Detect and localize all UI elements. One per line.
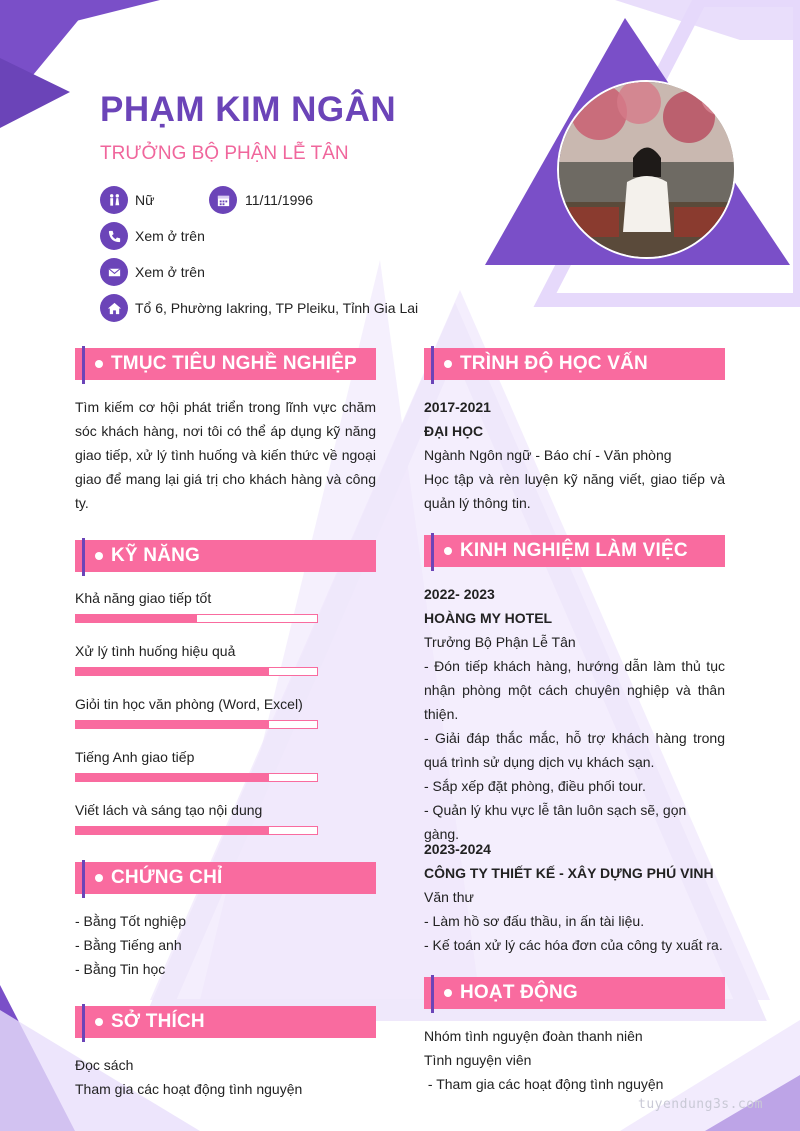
skill-bar-fill: [76, 615, 197, 622]
contact-address: [100, 294, 418, 322]
experience-job: [424, 582, 725, 846]
contact-birthday: [209, 186, 313, 214]
job-period: 2023-2024: [424, 841, 491, 857]
skill-bar: [75, 614, 318, 623]
list-item: Đọc sách: [75, 1057, 134, 1073]
job-duty: - Kế toán xử lý các hóa đơn của công ty xuất ra.: [424, 937, 723, 953]
section-objective-header: [75, 348, 376, 380]
watermark: tuyendung3s.com: [638, 1097, 763, 1112]
home-icon: [100, 294, 128, 322]
list-item: - Tham gia các hoạt động tình nguyện: [424, 1076, 664, 1092]
skill-bar-fill: [76, 668, 269, 675]
section-objective-title: TMỤC TIÊU NGHỀ NGHIỆP: [111, 353, 357, 374]
mail-icon: [100, 258, 128, 286]
email-value: Xem ở trên: [135, 264, 205, 280]
skill-bar-fill: [76, 774, 269, 781]
phone-value: Xem ở trên: [135, 228, 205, 244]
job-role: Văn thư: [424, 889, 474, 905]
education-period: 2017-2021: [424, 399, 491, 415]
job-duty: - Quản lý khu vực lễ tân luôn sạch sẽ, gọn gàng.: [424, 802, 687, 842]
skill-bar: [75, 826, 318, 835]
job-duty: - Giải đáp thắc mắc, hỗ trợ khách hàng trong quá trình sử dụng dịch vụ khách sạn.: [424, 730, 725, 770]
section-certificates-title: CHỨNG CHỈ: [111, 867, 223, 888]
skill-bar-fill: [76, 721, 269, 728]
birthday-value: 11/11/1996: [245, 192, 313, 208]
education-block: [424, 395, 725, 515]
section-skills-header: [75, 540, 376, 572]
skill-item: [75, 696, 318, 729]
job-company: HOÀNG MY HOTEL: [424, 610, 553, 626]
skill-item: [75, 643, 318, 676]
skill-bar-fill: [76, 827, 269, 834]
skill-item: [75, 749, 318, 782]
job-period: 2022- 2023: [424, 586, 495, 602]
education-description: Học tập và rèn luyện kỹ năng viết, giao tiếp và quản lý thông tin.: [424, 471, 725, 511]
certificates-list: [75, 909, 376, 981]
job-role: Trưởng Bộ Phận Lễ Tân: [424, 634, 576, 650]
section-activities-title: HOẠT ĐỘNG: [460, 982, 578, 1003]
list-item: Tham gia các hoạt động tình nguyện: [75, 1081, 303, 1097]
job-duty: - Làm hồ sơ đấu thầu, in ấn tài liệu.: [424, 913, 645, 929]
address-value: Tổ 6, Phường Iakring, TP Pleiku, Tỉnh Gia Lai: [135, 300, 419, 316]
skill-bar: [75, 720, 318, 729]
activities-list: [424, 1024, 725, 1096]
section-skills-title: KỸ NĂNG: [111, 545, 201, 566]
contact-gender: [100, 186, 154, 214]
skill-bar: [75, 773, 318, 782]
gender-value: Nữ: [135, 192, 155, 208]
list-item: Nhóm tình nguyện đoàn thanh niên: [424, 1028, 643, 1044]
phone-icon: [100, 222, 128, 250]
job-duty: - Sắp xếp đặt phòng, điều phối tour.: [424, 778, 646, 794]
skill-name: Xử lý tình huống hiệu quả: [75, 643, 236, 659]
section-experience-title: KINH NGHIỆM LÀM VIỆC: [460, 540, 688, 561]
education-level: ĐẠI HỌC: [424, 423, 484, 439]
skill-name: Giỏi tin học văn phòng (Word, Excel): [75, 696, 303, 712]
skill-name: Viết lách và sáng tạo nội dung: [75, 802, 263, 818]
job-company: CÔNG TY THIẾT KẾ - XÂY DỰNG PHÚ VINH: [424, 865, 714, 881]
contact-phone: [100, 222, 205, 250]
list-item: Tình nguyện viên: [424, 1052, 532, 1068]
candidate-name: PHẠM KIM NGÂN: [100, 90, 397, 129]
skill-bar: [75, 667, 318, 676]
objective-text: Tìm kiếm cơ hội phát triển trong lĩnh vực chăm sóc khách hàng, nơi tôi có thể áp dụng kỹ năng giao tiếp, xử lý tình huống và kiến thức về ngoại giao để mang lại giá trị cho khách hàng và công ty.: [75, 399, 376, 511]
education-major: Ngành Ngôn ngữ - Báo chí - Văn phòng: [424, 447, 672, 463]
list-item: - Bằng Tin học: [75, 961, 166, 977]
skill-name: Khả năng giao tiếp tốt: [75, 590, 212, 606]
section-hobbies-header: [75, 1006, 376, 1038]
experience-job: [424, 837, 725, 957]
list-item: - Bằng Tiếng anh: [75, 937, 182, 953]
section-education-header: [424, 348, 725, 380]
section-certificates-header: [75, 862, 376, 894]
section-education-title: TRÌNH ĐỘ HỌC VẤN: [460, 353, 648, 374]
job-duty: - Đón tiếp khách hàng, hướng dẫn làm thủ tục nhận phòng một cách chuyên nghiệp và thân thiện.: [424, 658, 725, 722]
skill-item: [75, 590, 318, 623]
profile-photo: [557, 80, 736, 259]
skill-name: Tiếng Anh giao tiếp: [75, 749, 195, 765]
contact-email: [100, 258, 205, 286]
list-item: - Bằng Tốt nghiệp: [75, 913, 187, 929]
section-activities-header: [424, 977, 725, 1009]
section-experience-header: [424, 535, 725, 567]
section-hobbies-title: SỞ THÍCH: [111, 1011, 205, 1032]
job-title: TRƯỞNG BỘ PHẬN LỄ TÂN: [100, 143, 349, 164]
hobbies-list: [75, 1053, 376, 1101]
gender-icon: [100, 186, 128, 214]
calendar-icon: [209, 186, 237, 214]
skill-item: [75, 802, 318, 835]
